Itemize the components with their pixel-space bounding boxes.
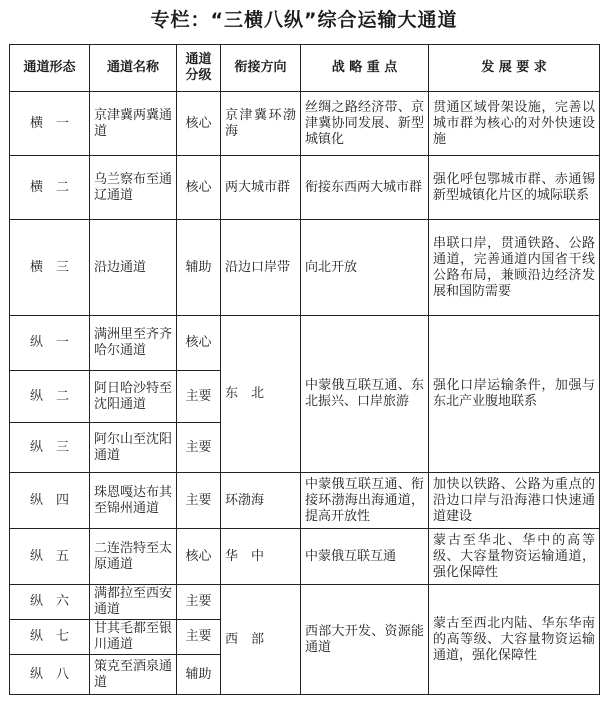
cell-requirement: 强化口岸运输条件，加强与东北产业腹地联系 <box>429 316 600 473</box>
header-grade: 通道分级 <box>177 45 221 92</box>
cell-form: 纵 三 <box>10 423 90 473</box>
cell-strategy: 丝绸之路经济带、京津冀协同发展、新型城镇化 <box>301 92 429 156</box>
cell-strategy: 中蒙俄互联互通、衔接环渤海出海通道，提高开放性 <box>301 473 429 529</box>
cell-grade: 核心 <box>177 316 221 371</box>
cell-direction: 两大城市群 <box>221 156 301 220</box>
cell-name: 沿边通道 <box>90 220 177 316</box>
cell-form: 纵 五 <box>10 529 90 585</box>
cell-name: 策克至酒泉通道 <box>90 655 177 695</box>
cell-name: 阿尔山至沈阳通道 <box>90 423 177 473</box>
cell-requirement: 强化呼包鄂城市群、赤通锡新型城镇化片区的城际联系 <box>429 156 600 220</box>
cell-direction: 环渤海 <box>221 473 301 529</box>
cell-grade: 辅助 <box>177 220 221 316</box>
table-row <box>10 220 600 316</box>
cell-grade: 主要 <box>177 585 221 620</box>
cell-strategy: 中蒙俄互联互通、东北振兴、口岸旅游 <box>301 316 429 473</box>
cell-direction: 东 北 <box>221 316 301 473</box>
table-row <box>10 529 600 585</box>
cell-grade: 辅助 <box>177 655 221 695</box>
cell-name: 阿日哈沙特至沈阳通道 <box>90 371 177 423</box>
table-header-row <box>10 45 600 92</box>
cell-direction: 沿边口岸带 <box>221 220 301 316</box>
cell-name: 二连浩特至太原通道 <box>90 529 177 585</box>
table-row <box>10 585 600 620</box>
cell-requirement: 贯通区域骨架设施，完善以城市群为核心的对外快速设施 <box>429 92 600 156</box>
header-strategy: 战 略 重 点 <box>301 45 429 92</box>
cell-form: 横 二 <box>10 156 90 220</box>
cell-grade: 核心 <box>177 92 221 156</box>
table-row <box>10 92 600 156</box>
cell-name: 满洲里至齐齐哈尔通道 <box>90 316 177 371</box>
cell-grade: 主要 <box>177 620 221 655</box>
cell-form: 纵 八 <box>10 655 90 695</box>
cell-form: 纵 七 <box>10 620 90 655</box>
cell-strategy: 向北开放 <box>301 220 429 316</box>
cell-grade: 主要 <box>177 473 221 529</box>
cell-direction: 西 部 <box>221 585 301 695</box>
cell-form: 纵 四 <box>10 473 90 529</box>
header-form: 通道形态 <box>10 45 90 92</box>
table-row <box>10 156 600 220</box>
cell-strategy: 西部大开发、资源能通道 <box>301 585 429 695</box>
header-requirement: 发 展 要 求 <box>429 45 600 92</box>
table-row <box>10 316 600 371</box>
cell-grade: 核心 <box>177 529 221 585</box>
corridor-table <box>9 44 600 695</box>
cell-grade: 核心 <box>177 156 221 220</box>
cell-name: 甘其毛都至银川通道 <box>90 620 177 655</box>
cell-form: 横 一 <box>10 92 90 156</box>
page-title: 专栏：“三横八纵”综合运输大通道 <box>150 9 458 31</box>
cell-name: 乌兰察布至通辽通道 <box>90 156 177 220</box>
cell-form: 横 三 <box>10 220 90 316</box>
cell-requirement: 串联口岸，贯通铁路、公路通道，完善通道内国省干线公路布局，兼顾沿边经济发展和国防需要 <box>429 220 600 316</box>
cell-requirement: 蒙古至华北、华中的高等级、大容量物资运输通道，强化保障性 <box>429 529 600 585</box>
cell-strategy: 衔接东西两大城市群 <box>301 156 429 220</box>
cell-name: 珠恩嘎达布其至锦州通道 <box>90 473 177 529</box>
cell-grade: 主要 <box>177 423 221 473</box>
cell-direction: 华 中 <box>221 529 301 585</box>
table-row <box>10 473 600 529</box>
cell-form: 纵 一 <box>10 316 90 371</box>
cell-name: 满都拉至西安通道 <box>90 585 177 620</box>
cell-strategy: 中蒙俄互联互通 <box>301 529 429 585</box>
header-direction: 衔接方向 <box>221 45 301 92</box>
header-name: 通道名称 <box>90 45 177 92</box>
cell-requirement: 蒙古至西北内陆、华东华南的高等级、大容量物资运输通道，强化保障性 <box>429 585 600 695</box>
cell-form: 纵 六 <box>10 585 90 620</box>
cell-name: 京津冀两冀通道 <box>90 92 177 156</box>
cell-form: 纵 二 <box>10 371 90 423</box>
cell-grade: 主要 <box>177 371 221 423</box>
cell-direction: 京津冀环渤海 <box>221 92 301 156</box>
cell-requirement: 加快以铁路、公路为重点的沿边口岸与沿海港口快速通道建设 <box>429 473 600 529</box>
